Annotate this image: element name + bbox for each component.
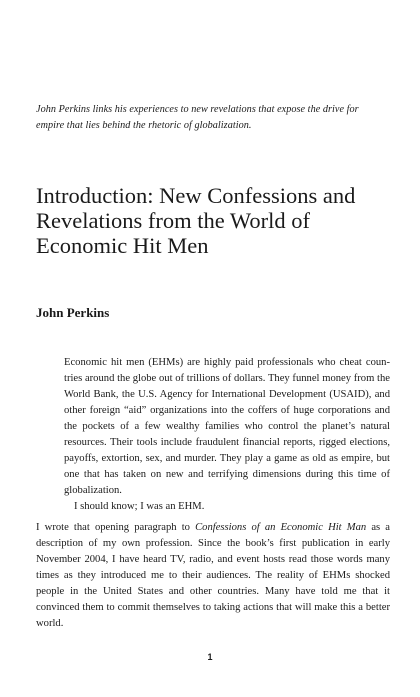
- body-paragraph: [36, 520, 390, 632]
- blockquote-paragraph-1: Economic hit men (EHMs) are highly paid professionals who cheat countries around the globe out of trillions of dollars. They funnel money from the World Bank, the U.S. Agency for International Development (USAID), and other foreign “aid” organizations into the coffers of huge corporations and the pockets of a few wealthy families who control the planet’s natural resources. Their tools include fraudulent financial reports, rigged elections, payoffs, extortion, sex, and murder. They play a game as old as empire, but one that has taken on new and terrifying dimensions during this time of globalization.: [64, 357, 390, 496]
- epigraph: John Perkins links his experiences to new revelations that expose the drive for empire that lies behind the rhetoric of globalization.: [36, 104, 359, 131]
- body-text: [36, 520, 390, 632]
- blockquote-paragraph-2: I should know; I was an EHM.: [74, 501, 205, 512]
- opening-blockquote: [64, 355, 390, 515]
- page-number: 1: [207, 652, 213, 662]
- author-name: John Perkins: [36, 305, 110, 320]
- book-title-reference: Confessions of an Economic Hit Man: [195, 522, 367, 533]
- body-rest-text: as a description of my own profession. Since the book’s first publication in early November 2004, I have heard TV, radio, and event hosts read those words many times as they introduced me to their audiences. The reality of EHMs shocked people in the United States and other countries. Many have told me that it convinced them to commit themselves to taking actions that will make this a better world.: [36, 522, 390, 629]
- chapter-title: Introduction: New Confessions and Revelations from the World of Economic Hit Men: [36, 183, 356, 258]
- body-lead-text: I wrote that opening paragraph to: [36, 522, 196, 533]
